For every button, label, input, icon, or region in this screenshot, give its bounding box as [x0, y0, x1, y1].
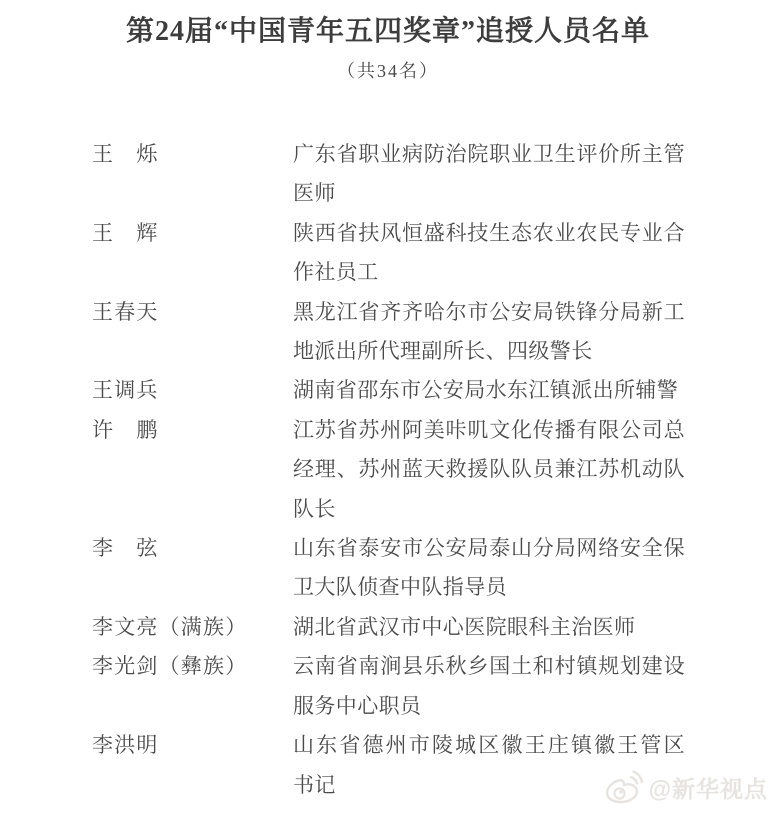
description-line: 山东省德州市陵城区徽王庄镇徽王管区 [293, 733, 685, 758]
person-name: 王春天 [92, 299, 159, 324]
person-description [293, 647, 685, 726]
description-line: 云南省南涧县乐秋乡国土和村镇规划建设 [293, 654, 685, 679]
person-description [293, 529, 685, 608]
person-description [293, 135, 685, 214]
watermark-handle: @新华视点 [648, 775, 768, 802]
watermark [604, 769, 768, 805]
list-item [92, 135, 776, 214]
description-line: 山东省泰安市公安局泰山分局网络安全保 [293, 536, 685, 561]
list-item [92, 293, 776, 372]
description-line: 服务中心职员 [293, 693, 422, 718]
person-name: 王调兵 [92, 378, 159, 403]
person-name: 王 烁 [92, 142, 159, 166]
person-name: 李洪明 [92, 733, 159, 758]
person-name: 李光剑（彝族） [92, 654, 248, 679]
page-title: 第24届“中国青年五四奖章”追授人员名单 [125, 16, 650, 47]
weibo-icon [604, 769, 644, 805]
description-line: 广东省职业病防治院职业卫生评价所主管 [293, 142, 685, 166]
person-name: 李文亮（满族） [92, 614, 248, 639]
list-item [92, 214, 776, 293]
person-name: 许 鹏 [92, 417, 159, 442]
list-item [92, 608, 776, 647]
person-description [293, 608, 685, 647]
person-description [293, 214, 685, 293]
awardee-list [0, 135, 776, 805]
person-description [293, 371, 685, 410]
person-name: 李 弦 [92, 536, 159, 561]
description-line: 卫大队侦查中队指导员 [293, 575, 507, 600]
description-line: 陕西省扶风恒盛科技生态农业农民专业合 [293, 220, 685, 245]
description-line: 医师 [293, 181, 336, 206]
person-description [293, 411, 685, 529]
description-line: 队长 [293, 496, 336, 521]
description-line: 湖北省武汉市中心医院眼科主治医师 [293, 614, 636, 639]
page-subtitle: （共34名） [337, 61, 439, 81]
description-line: 湖南省邵东市公安局水东江镇派出所辅警 [293, 378, 679, 403]
description-line: 黑龙江省齐齐哈尔市公安局铁锋分局新工 [293, 299, 685, 324]
list-item [92, 411, 776, 529]
description-line: 书记 [293, 772, 336, 797]
description-line: 经理、苏州蓝天救援队队员兼江苏机动队 [293, 457, 685, 482]
person-name: 王 辉 [92, 220, 159, 245]
person-description [293, 293, 685, 372]
list-item [92, 647, 776, 726]
list-item [92, 529, 776, 608]
description-line: 作社员工 [293, 260, 379, 285]
description-line: 地派出所代理副所长、四级警长 [293, 339, 593, 364]
description-line: 江苏省苏州阿美咔叽文化传播有限公司总 [293, 417, 685, 442]
list-item [92, 371, 776, 410]
